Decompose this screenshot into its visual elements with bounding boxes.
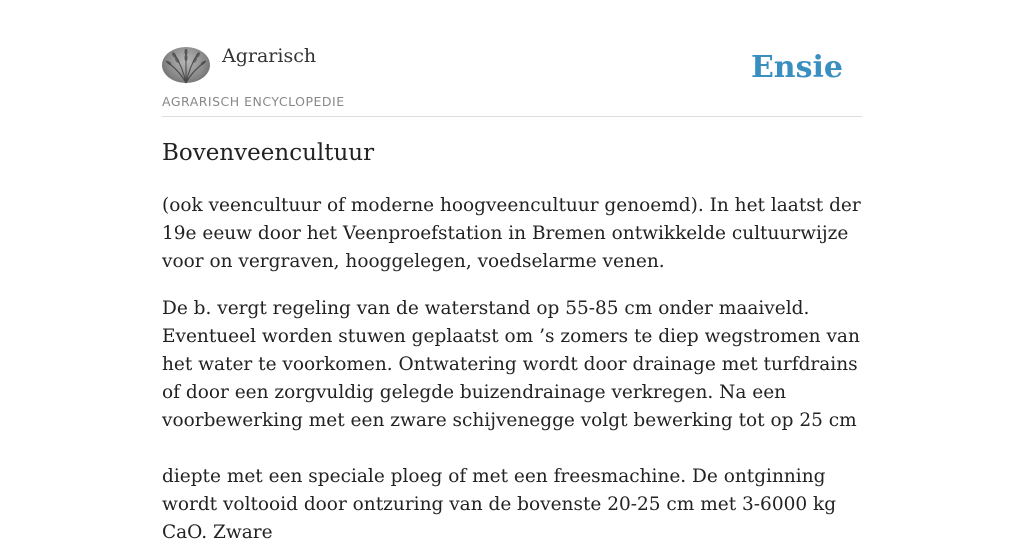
article-title: Bovenveencultuur — [162, 140, 375, 166]
wheat-icon[interactable] — [162, 47, 210, 83]
publisher-name[interactable]: Agrarisch — [222, 45, 317, 67]
article-paragraph: (ook veencultuur of moderne hoogveencultuur genoemd). In het laatst der 19e eeuw door het Veenproefstation in Bremen ontwikkelde cultuurwijze voor on vergraven, hooggelegen, voedselarme venen. — [162, 195, 861, 272]
encyclopedia-label[interactable]: AGRARISCH ENCYCLOPEDIE — [162, 94, 345, 109]
article-paragraph: De b. vergt regeling van de waterstand op 55-85 cm onder maaiveld. Eventueel worden stuwen geplaatst om ’s zomers te diep wegstromen van het water te voorkomen. Ontwatering wordt door drainage met turfdrains of door een zorgvuldig gelegde buizendrainage verkregen. Na een voorbewerking met een zware schijvenegge volgt bewerking tot op 25 cm — [162, 298, 860, 431]
page-container — [162, 0, 862, 543]
brand-logo[interactable]: Ensie — [750, 50, 843, 85]
site-header — [162, 0, 862, 117]
article-paragraph: diepte met een speciale ploeg of met een freesmachine. De ontginning wordt voltooid door ontzuring van de bovenste 20-25 cm met 3-6000 kg CaO. Zware — [162, 466, 837, 543]
